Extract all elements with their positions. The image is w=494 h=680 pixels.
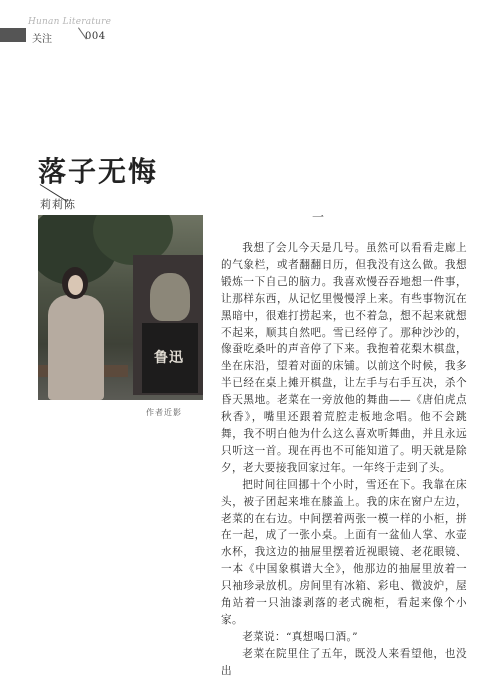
paragraph: 我想了会儿今天是几号。虽然可以看看走廊上的气象栏，或者翻翻日历，但我没有这么做。我想锻炼一下自己的脑力。我喜欢慢吞吞地想一件事，让那样东西，从记忆里慢慢浮上来。有些事物沉在黑暗中，很难打捞起来，也不着急，想不起来就想不起来，顺其自然吧。雪已经停了。那种沙沙的，像蚕吃桑叶的声音停了下来。我抱着花梨木棋盘，坐在床沿，望着对面的床铺。以前这个时候，我多半已经在桌上摊开棋盘，让左手与右手互决，杀个昏天黑地。老菜在一旁放他的舞曲——《唐伯虎点秋香》，嘴里还跟着荒腔走板地念唱。他不会跳舞，我不明白他为什么这么喜欢听舞曲，并且永远只听这一首。现在再也不可能知道了。明天就是除夕，老大要接我回家过年。一年终于走到了头。 [221, 242, 467, 474]
author-name: 莉莉陈 [40, 198, 76, 211]
page-header [0, 0, 494, 48]
page-number: 004 [85, 31, 106, 42]
paragraph: 把时间往回挪十个小时，雪还在下。我靠在床头，被子团起来堆在膝盖上。我的床在窗户左边，老菜的在右边。中间摆着两张一模一样的小柜，拼在一起，成了一张小桌。上面有一盆仙人掌、水壶水杯，我这边的抽屉里摆着近视眼镜、老花眼镜、一本《中国象棋谱大全》，他那边的抽屉里放着一只袖珍录放机。房间里有冰箱、彩电、微波炉，屋角站着一只油漆剥落的老式碗柜，看起来像个小家。 [221, 478, 467, 626]
author-photo [38, 215, 203, 400]
paragraph: 老菜说：“真想喝口酒。” [242, 630, 358, 643]
section-number: 一 [312, 210, 325, 224]
header-bar-decoration [0, 28, 26, 42]
photo-person-face [68, 275, 83, 295]
paragraph: 老菜在院里住了五年，既没人来看望他，也没出 [221, 647, 467, 677]
photo-person [48, 295, 104, 400]
section-label: 关注 [32, 34, 52, 45]
magazine-name: Hunan Literature [28, 17, 112, 27]
article-body [221, 240, 467, 680]
photo-caption: 作者近影 [146, 408, 182, 417]
article-title: 落子无悔 [38, 155, 159, 188]
photo-plinth-sign: 鲁迅 [154, 350, 184, 366]
photo-bust [150, 273, 190, 321]
